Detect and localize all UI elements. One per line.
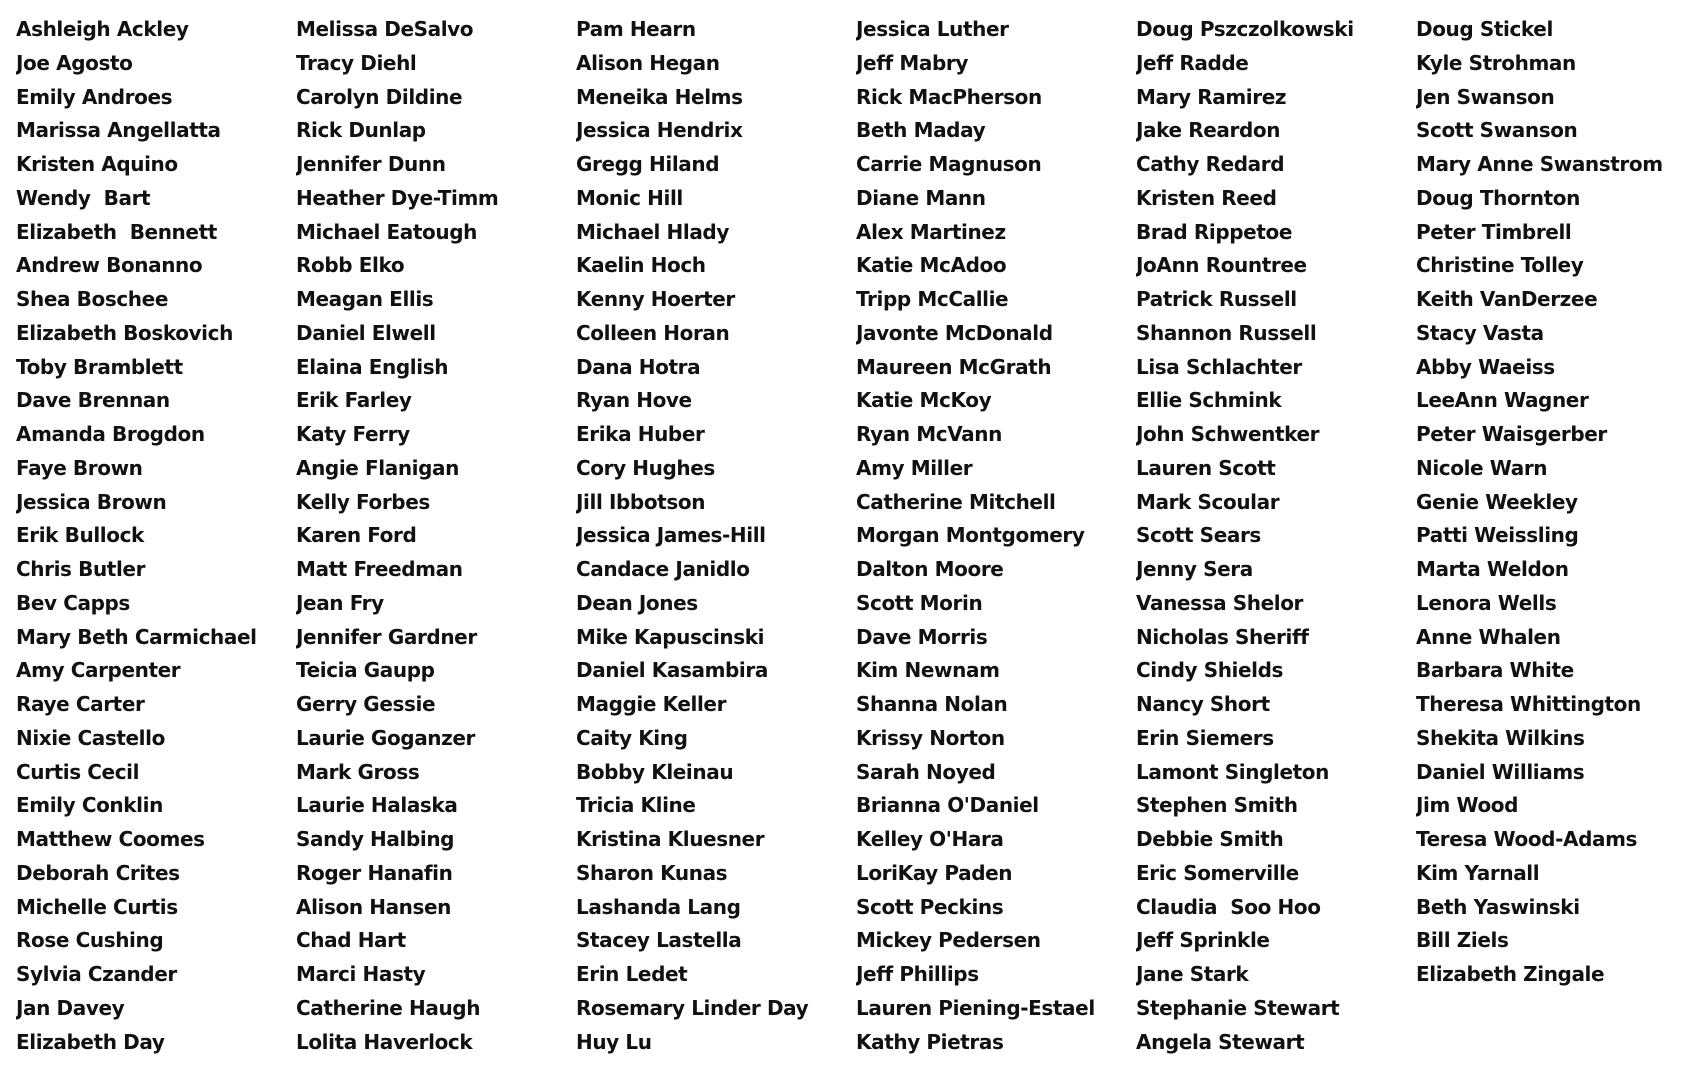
name-entry: Jen Swanson (1416, 84, 1555, 109)
name-entry: Chad Hart (296, 928, 406, 953)
name-entry: Lenora Wells (1416, 590, 1557, 615)
name-entry: Faye Brown (16, 455, 143, 480)
name-entry: Teresa Wood-Adams (1416, 827, 1638, 851)
name-entry: Lashanda Lang (576, 894, 741, 919)
name-entry: Melissa DeSalvo (296, 17, 474, 41)
name-entry: Tracy Diehl (296, 50, 417, 75)
name-entry: Kristina Kluesner (576, 827, 765, 851)
name-entry: Elizabeth Zingale (1416, 962, 1605, 986)
name-entry: LoriKay Paden (856, 860, 1013, 885)
name-entry: Kelly Forbes (296, 489, 430, 514)
name-entry: Kenny Hoerter (576, 287, 735, 311)
name-entry: Kim Newnam (856, 658, 1000, 683)
name-entry: Michael Hlady (576, 219, 729, 244)
name-column-4 (856, 13, 1136, 1059)
name-entry: Kyle Strohman (1416, 50, 1576, 75)
name-entry: Nicole Warn (1416, 455, 1548, 480)
name-entry: Jenny Sera (1136, 557, 1253, 581)
name-entry: Wendy Bart (16, 185, 151, 210)
name-entry: Lamont Singleton (1136, 759, 1329, 784)
name-entry: Lauren Piening-Estael (856, 995, 1095, 1020)
name-entry: Dean Jones (576, 590, 698, 615)
name-entry: Erik Farley (296, 388, 412, 413)
name-entry: Stephen Smith (1136, 793, 1298, 818)
name-entry: Lolita Haverlock (296, 1029, 473, 1054)
name-entry: Kristen Reed (1136, 185, 1277, 210)
name-column-2 (296, 13, 576, 1059)
name-entry: Meneika Helms (576, 84, 743, 109)
name-entry: Maggie Keller (576, 692, 727, 716)
name-entry: Jeff Phillips (856, 962, 979, 986)
name-entry: Michael Eatough (296, 219, 477, 244)
name-entry: Raye Carter (16, 692, 145, 716)
name-entry: Mark Gross (296, 759, 420, 784)
name-entry: Jeff Mabry (856, 50, 968, 75)
name-entry: Rick MacPherson (856, 84, 1042, 109)
name-entry: Jessica Brown (16, 489, 167, 514)
name-entry: Jennifer Gardner (296, 624, 477, 649)
name-entry: Elizabeth Bennett (16, 219, 217, 244)
name-entry: Catherine Mitchell (856, 489, 1056, 514)
name-entry: Matt Freedman (296, 557, 463, 581)
name-entry: Katy Ferry (296, 422, 410, 446)
name-entry: Shannon Russell (1136, 320, 1317, 345)
name-entry: Morgan Montgomery (856, 523, 1085, 548)
name-entry: Scott Swanson (1416, 118, 1578, 143)
name-entry: Kathy Pietras (856, 1029, 1004, 1054)
name-entry: Amy Carpenter (16, 658, 181, 683)
name-entry: Jessica Luther (856, 17, 1009, 41)
name-entry: Scott Sears (1136, 523, 1261, 548)
name-entry: Karen Ford (296, 523, 417, 548)
name-entry: Alison Hegan (576, 50, 720, 75)
name-entry: Sarah Noyed (856, 759, 996, 784)
name-list-grid (16, 13, 1696, 1059)
name-entry: Jan Davey (16, 995, 125, 1020)
name-entry: Robb Elko (296, 253, 405, 278)
name-entry: Jessica Hendrix (576, 118, 743, 143)
name-entry: Heather Dye-Timm (296, 185, 499, 210)
name-entry: Shanna Nolan (856, 692, 1008, 716)
name-entry: Dave Morris (856, 624, 988, 649)
name-entry: Caity King (576, 725, 688, 750)
name-entry: Brianna O'Daniel (856, 793, 1039, 818)
name-entry: Bill Ziels (1416, 928, 1509, 953)
name-entry: Huy Lu (576, 1029, 652, 1054)
name-entry: Vanessa Shelor (1136, 590, 1304, 615)
name-entry: Debbie Smith (1136, 827, 1284, 851)
name-column-5 (1136, 13, 1416, 1059)
name-entry: Kristen Aquino (16, 152, 178, 176)
name-entry: Peter Waisgerber (1416, 422, 1607, 446)
name-entry: Joe Agosto (16, 50, 133, 75)
name-entry: Doug Pszczolkowski (1136, 17, 1354, 41)
name-entry: Jean Fry (296, 590, 384, 615)
name-entry: Daniel Kasambira (576, 658, 768, 683)
name-entry: Doug Thornton (1416, 185, 1580, 210)
name-entry: Gregg Hiland (576, 152, 720, 176)
name-entry: Candace Janidlo (576, 557, 750, 581)
name-entry: Erik Bullock (16, 523, 144, 548)
name-entry: Jane Stark (1136, 962, 1249, 986)
name-entry: Sharon Kunas (576, 860, 728, 885)
name-entry: Mary Ramirez (1136, 84, 1287, 109)
name-entry: Ashleigh Ackley (16, 17, 189, 41)
name-entry: Dave Brennan (16, 388, 170, 413)
name-entry: Colleen Horan (576, 320, 730, 345)
name-entry: Ryan Hove (576, 388, 692, 413)
name-entry: Laurie Goganzer (296, 725, 476, 750)
name-entry: Jennifer Dunn (296, 152, 446, 176)
name-entry: Eric Somerville (1136, 860, 1299, 885)
name-entry: Curtis Cecil (16, 759, 140, 784)
name-entry: Rosemary Linder Day (576, 995, 809, 1020)
name-entry: Elizabeth Day (16, 1029, 165, 1054)
name-entry: Stacey Lastella (576, 928, 742, 953)
name-entry: JoAnn Rountree (1136, 253, 1307, 278)
name-entry: Jim Wood (1416, 793, 1519, 818)
name-entry: Abby Waeiss (1416, 354, 1555, 379)
name-entry: Mark Scoular (1136, 489, 1280, 514)
name-entry: Alex Martinez (856, 219, 1006, 244)
name-entry: Krissy Norton (856, 725, 1005, 750)
name-entry: Theresa Whittington (1416, 692, 1641, 716)
name-entry: Catherine Haugh (296, 995, 481, 1020)
name-entry: Chris Butler (16, 557, 146, 581)
name-entry: LeeAnn Wagner (1416, 388, 1589, 413)
name-entry: Marissa Angellatta (16, 118, 221, 143)
name-entry: Brad Rippetoe (1136, 219, 1293, 244)
name-entry: Tripp McCallie (856, 287, 1009, 311)
name-entry: Peter Timbrell (1416, 219, 1572, 244)
name-entry: Diane Mann (856, 185, 986, 210)
name-entry: Matthew Coomes (16, 827, 205, 851)
name-entry: Monic Hill (576, 185, 683, 210)
name-entry: Marci Hasty (296, 962, 426, 986)
name-entry: Beth Yaswinski (1416, 894, 1580, 919)
name-entry: Erin Siemers (1136, 725, 1274, 750)
name-entry: Genie Weekley (1416, 489, 1578, 514)
name-entry: Amanda Brogdon (16, 422, 205, 446)
name-entry: Stacy Vasta (1416, 320, 1544, 345)
name-entry: Scott Peckins (856, 894, 1004, 919)
name-entry: Sandy Halbing (296, 827, 455, 851)
name-entry: Maureen McGrath (856, 354, 1052, 379)
name-entry: Roger Hanafin (296, 860, 453, 885)
name-entry: Carolyn Dildine (296, 84, 463, 109)
name-entry: Amy Miller (856, 455, 973, 480)
name-entry: Tricia Kline (576, 793, 696, 818)
name-entry: Bev Capps (16, 590, 130, 615)
name-entry: Beth Maday (856, 118, 986, 143)
name-entry: Scott Morin (856, 590, 983, 615)
name-entry: Dalton Moore (856, 557, 1004, 581)
name-entry: Meagan Ellis (296, 287, 434, 311)
name-entry: Nixie Castello (16, 725, 165, 750)
name-entry: Katie McAdoo (856, 253, 1007, 278)
name-entry: Anne Whalen (1416, 624, 1561, 649)
name-entry: Emily Androes (16, 84, 173, 109)
name-entry: Shekita Wilkins (1416, 725, 1585, 750)
name-entry: Jill Ibbotson (576, 489, 706, 514)
name-entry: Angela Stewart (1136, 1029, 1305, 1054)
name-entry: Lauren Scott (1136, 455, 1276, 480)
name-entry: Stephanie Stewart (1136, 995, 1340, 1020)
name-entry: Mary Beth Carmichael (16, 624, 257, 649)
name-entry: Nancy Short (1136, 692, 1270, 716)
name-entry: Pam Hearn (576, 17, 696, 41)
name-entry: Mike Kapuscinski (576, 624, 765, 649)
name-entry: Sylvia Czander (16, 962, 177, 986)
name-entry: Patrick Russell (1136, 287, 1297, 311)
name-entry: Cindy Shields (1136, 658, 1284, 683)
name-entry: Jeff Radde (1136, 50, 1249, 75)
name-entry: Teicia Gaupp (296, 658, 435, 683)
name-entry: Kaelin Hoch (576, 253, 706, 278)
name-entry: Daniel Williams (1416, 759, 1585, 784)
name-column-3 (576, 13, 856, 1059)
name-entry: Deborah Crites (16, 860, 180, 885)
name-entry: Kelley O'Hara (856, 827, 1004, 851)
name-entry: Daniel Elwell (296, 320, 436, 345)
name-entry: Lisa Schlachter (1136, 354, 1302, 379)
name-entry: Jake Reardon (1136, 118, 1281, 143)
name-entry: Jeff Sprinkle (1136, 928, 1270, 953)
name-entry: Claudia Soo Hoo (1136, 894, 1321, 919)
name-entry: Rose Cushing (16, 928, 164, 953)
name-column-6 (1416, 13, 1696, 1059)
name-entry: Patti Weissling (1416, 523, 1579, 548)
name-entry: Cathy Redard (1136, 152, 1285, 176)
name-entry: John Schwentker (1136, 422, 1320, 446)
name-entry: Alison Hansen (296, 894, 452, 919)
name-entry: Ryan McVann (856, 422, 1002, 446)
name-entry: Erika Huber (576, 422, 705, 446)
name-entry: Mickey Pedersen (856, 928, 1041, 953)
name-entry: Elaina English (296, 354, 449, 379)
name-entry: Laurie Halaska (296, 793, 458, 818)
name-entry: Shea Boschee (16, 287, 168, 311)
name-entry: Carrie Magnuson (856, 152, 1042, 176)
name-entry: Nicholas Sheriff (1136, 624, 1309, 649)
name-entry: Ellie Schmink (1136, 388, 1282, 413)
name-entry: Gerry Gessie (296, 692, 436, 716)
name-entry: Doug Stickel (1416, 17, 1553, 41)
name-entry: Rick Dunlap (296, 118, 426, 143)
name-entry: Dana Hotra (576, 354, 701, 379)
name-entry: Bobby Kleinau (576, 759, 734, 784)
name-entry: Cory Hughes (576, 455, 715, 480)
name-entry: Barbara White (1416, 658, 1574, 683)
name-entry: Mary Anne Swanstrom (1416, 152, 1663, 176)
name-column-1 (16, 13, 296, 1059)
name-entry: Michelle Curtis (16, 894, 178, 919)
name-entry: Marta Weldon (1416, 557, 1569, 581)
name-entry: Elizabeth Boskovich (16, 320, 233, 345)
name-entry: Toby Bramblett (16, 354, 183, 379)
name-entry: Angie Flanigan (296, 455, 459, 480)
name-entry: Javonte McDonald (856, 320, 1053, 345)
name-entry: Erin Ledet (576, 962, 688, 986)
name-entry: Emily Conklin (16, 793, 163, 818)
name-entry: Jessica James-Hill (576, 523, 766, 548)
name-entry: Andrew Bonanno (16, 253, 203, 278)
name-entry: Kim Yarnall (1416, 860, 1540, 885)
name-entry: Katie McKoy (856, 388, 992, 413)
name-entry: Christine Tolley (1416, 253, 1584, 278)
name-entry: Keith VanDerzee (1416, 287, 1598, 311)
